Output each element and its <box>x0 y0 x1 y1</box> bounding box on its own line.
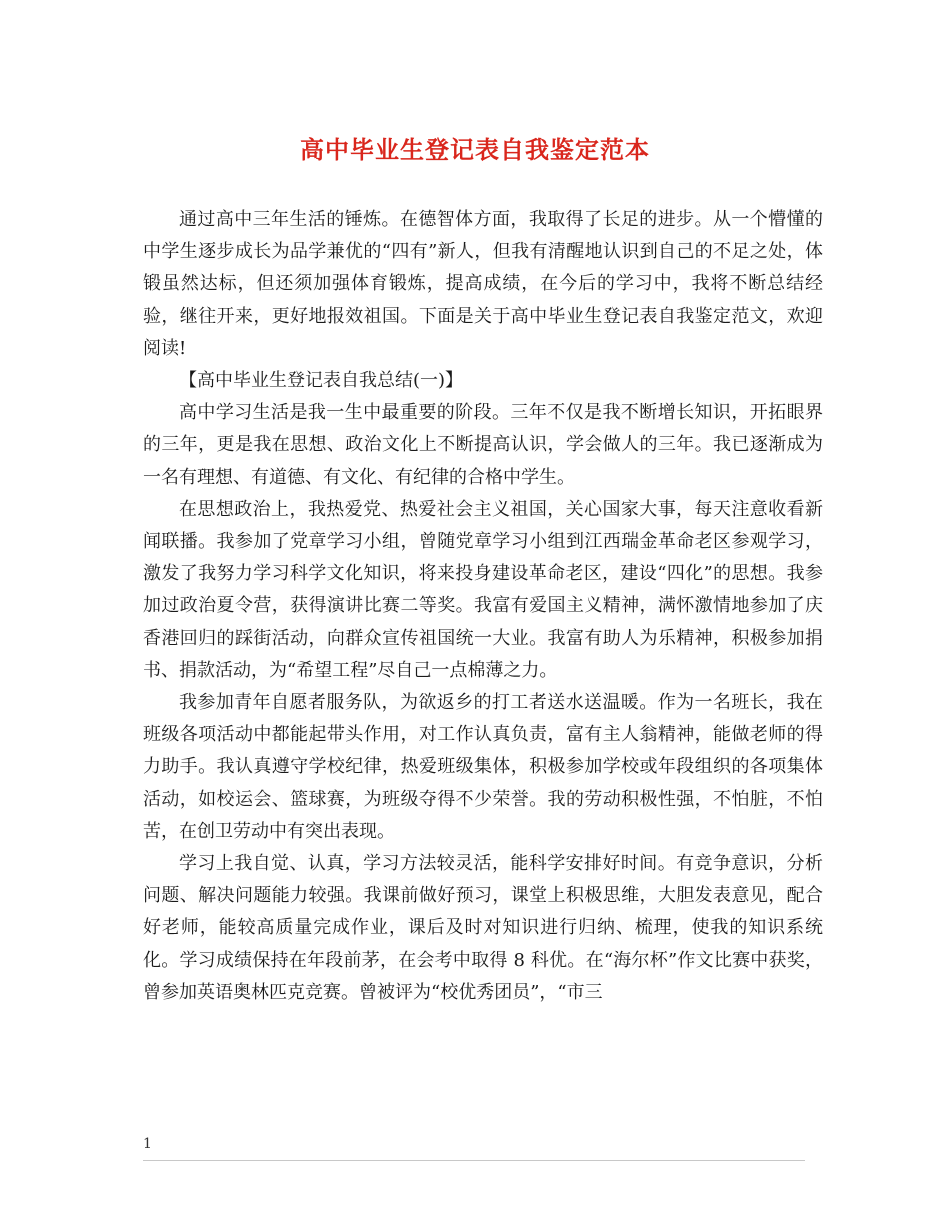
footer-divider <box>143 1160 805 1161</box>
document-body <box>143 204 823 1009</box>
page-number: 1 <box>143 1136 152 1152</box>
paragraph-overview: 高中学习生活是我一生中最重要的阶段。三年不仅是我不断增长知识，开拓眼界的三年，更是我在思想、政治文化上不断提高认识，学会做人的三年。我已逐渐成为一名有理想、有道德、有文化、有纪律的合格中学生。 <box>143 402 823 488</box>
section-heading: 【高中毕业生登记表自我总结(一)】 <box>179 370 464 392</box>
paragraph-study: 学习上我自觉、认真，学习方法较灵活，能科学安排好时间。有竞争意识，分析问题、解决问题能力较强。我课前做好预习，课堂上积极思维，大胆发表意见，配合好老师，能较高质量完成作业，课后及时对知识进行归纳、梳理，使我的知识系统化。学习成绩保持在年段前茅，在会考中取得 8 科优。在“海尔杯”作文比赛中获奖，曾参加英语奥林匹克竞赛。曾被评为“校优秀团员”，“市三 <box>143 853 823 1003</box>
document-title: 高中毕业生登记表自我鉴定范本 <box>300 135 650 164</box>
paragraph-volunteer: 我参加青年自愿者服务队，为欲返乡的打工者送水送温暖。作为一名班长，我在班级各项活动中都能起带头作用，对工作认真负责，富有主人翁精神，能做老师的得力助手。我认真遵守学校纪律，热爱班级集体，积极参加学校或年段组织的各项集体活动，如校运会、篮球赛，为班级夺得不少荣誉。我的劳动积极性强，不怕脏，不怕苦，在创卫劳动中有突出表现。 <box>143 692 823 842</box>
paragraph-politics: 在思想政治上，我热爱党、热爱社会主义祖国，关心国家大事，每天注意收看新闻联播。我参加了党章学习小组，曾随党章学习小组到江西瑞金革命老区参观学习，激发了我努力学习科学文化知识，将来投身建设革命老区，建设“四化”的思想。我参加过政治夏令营，获得演讲比赛二等奖。我富有爱国主义精神，满怀激情地参加了庆香港回归的踩街活动，向群众宣传祖国统一大业。我富有助人为乐精神，积极参加捐书、捐款活动，为“希望工程”尽自己一点棉薄之力。 <box>143 498 823 681</box>
paragraph-intro: 通过高中三年生活的锤炼。在德智体方面，我取得了长足的进步。从一个懵懂的中学生逐步成长为品学兼优的“四有”新人，但我有清醒地认识到自己的不足之处，体锻虽然达标，但还须加强体育锻炼，提高成绩，在今后的学习中，我将不断总结经验，继往开来，更好地报效祖国。下面是关于高中毕业生登记表自我鉴定范文，欢迎阅读! <box>143 209 823 359</box>
